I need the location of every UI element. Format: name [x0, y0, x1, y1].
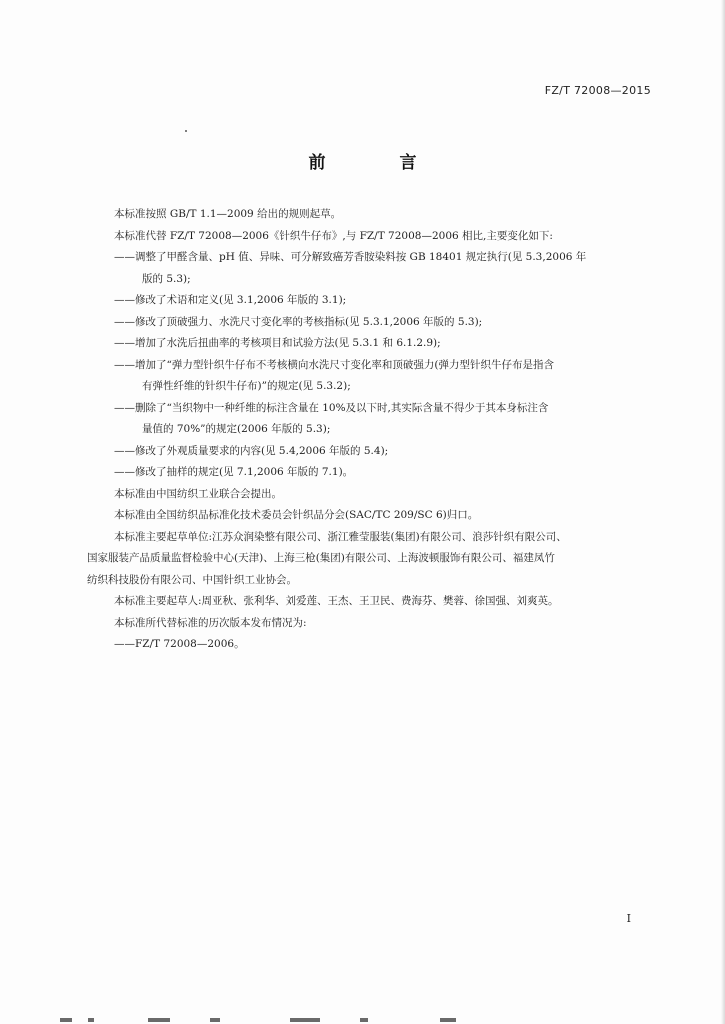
- change-item-continuation: 版的 5.3);: [142, 272, 191, 285]
- change-item: ——修改了抽样的规定(见 7.1,2006 年版的 7.1)。: [114, 466, 354, 478]
- scan-edge-marks: [60, 1016, 480, 1024]
- page-number: I: [626, 912, 631, 925]
- standard-code: FZ/T 72008—2015: [544, 84, 651, 97]
- paragraph: 本标准由中国纺织工业联合会提出。: [114, 487, 282, 500]
- scan-edge-shadow: [721, 0, 725, 1024]
- paragraph: 本标准由全国纺织品标准化技术委员会针织品分会(SAC/TC 209/SC 6)归口。: [114, 509, 479, 521]
- change-item: ——修改了外观质量要求的内容(见 5.4,2006 年版的 5.4);: [114, 444, 389, 457]
- paragraph: 本标准按照 GB/T 1.1—2009 给出的规则起草。: [114, 208, 342, 220]
- paragraph: 本标准代替 FZ/T 72008—2006《针织牛仔布》,与 FZ/T 72008—2006 相比,主要变化如下:: [114, 229, 553, 242]
- paragraph: 本标准主要起草人:周亚秋、张利华、刘爱莲、王杰、王卫民、费海芬、樊蓉、徐国强、刘爽英。: [114, 595, 559, 607]
- page-title-text: 前 言: [308, 153, 451, 173]
- change-item: ——修改了顶破强力、水洗尺寸变化率的考核指标(见 5.3.1,2006 年版的 5.3);: [114, 315, 483, 328]
- change-item-continuation: 量值的 70%”的规定(2006 年版的 5.3);: [142, 423, 331, 435]
- paragraph-continuation: 纺织科技股份有限公司、中国针织工业协会。: [87, 573, 297, 586]
- change-item: ——删除了“当织物中一种纤维的标注含量在 10%及以下时,其实际含量不得少于其本身标注含: [114, 401, 549, 414]
- paragraph: 本标准主要起草单位:江苏众润染整有限公司、浙江雅莹服装(集团)有限公司、浪莎针织有限公司、: [114, 530, 567, 543]
- foreword-body: [87, 204, 659, 656]
- change-item: ——FZ/T 72008—2006。: [114, 638, 245, 650]
- change-item-continuation: 有弹性纤维的针织牛仔布)”的规定(见 5.3.2);: [142, 380, 351, 392]
- paragraph-continuation: 国家服装产品质量监督检验中心(天津)、上海三枪(集团)有限公司、上海波顿服饰有限公司、福建凤竹: [87, 552, 555, 564]
- change-item: ——增加了“弹力型针织牛仔布不考核横向水洗尺寸变化率和顶破强力(弹力型针织牛仔布是指含: [114, 358, 554, 371]
- change-item: ——修改了术语和定义(见 3.1,2006 年版的 3.1);: [114, 294, 347, 306]
- change-item: ——增加了水洗后扭曲率的考核项目和试验方法(见 5.3.1 和 6.1.2.9);: [114, 337, 441, 349]
- change-item: ——调整了甲醛含量、pH 值、异味、可分解致癌芳香胺染料按 GB 18401 规定执行(见 5.3,2006 年: [114, 251, 587, 263]
- page-title: [0, 148, 725, 173]
- paragraph: 本标准所代替标准的历次版本发布情况为:: [114, 616, 307, 629]
- scan-speck: [185, 130, 187, 132]
